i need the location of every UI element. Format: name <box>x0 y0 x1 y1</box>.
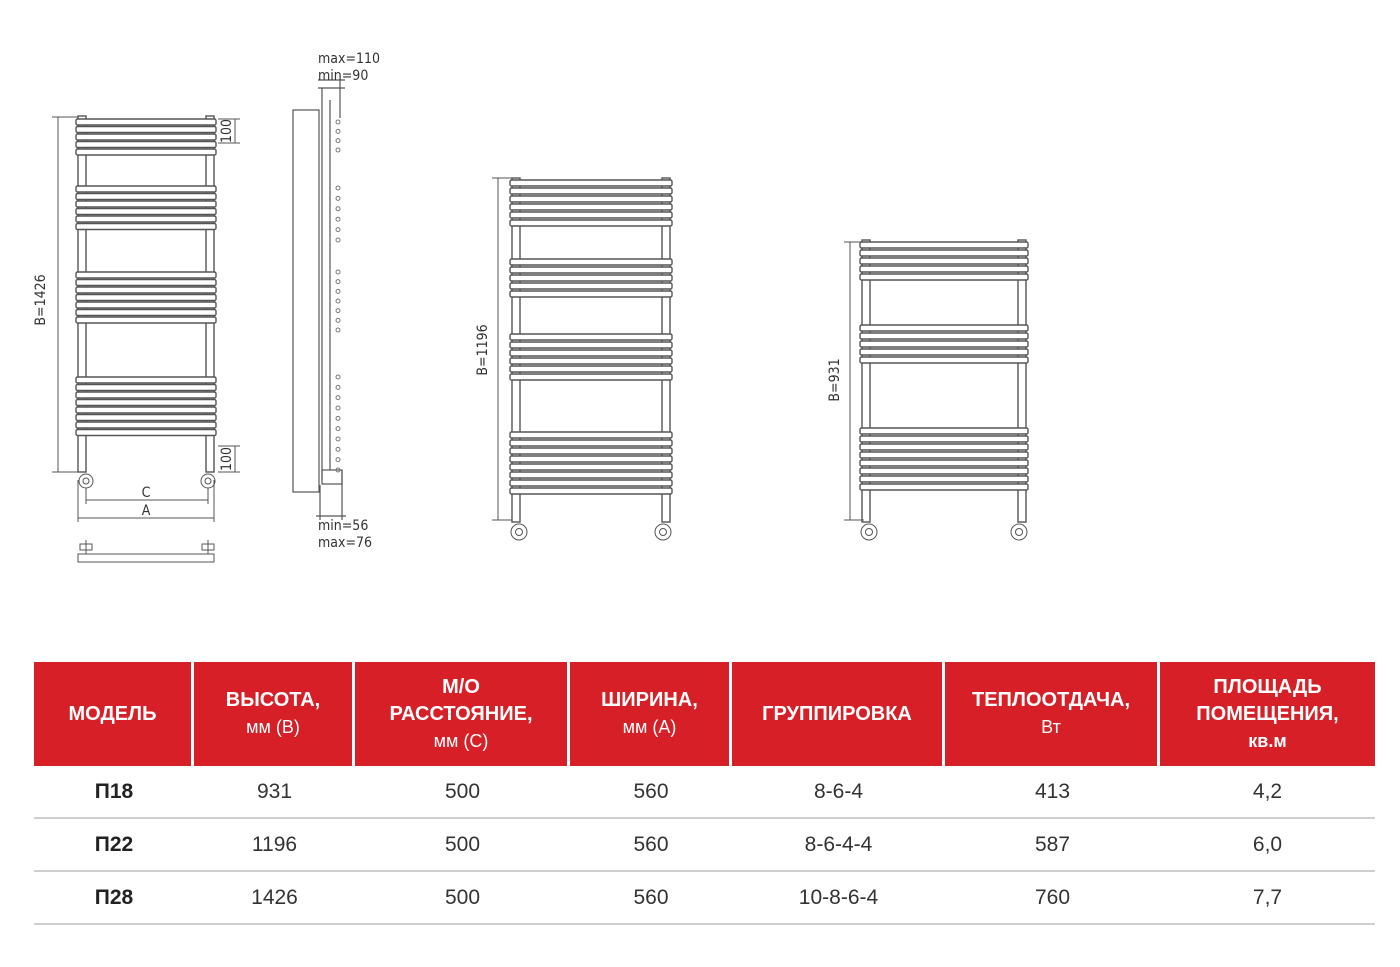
cell-heat: 587 <box>945 819 1160 872</box>
cell-area: 6,0 <box>1160 819 1375 872</box>
cell-width: 560 <box>570 766 732 819</box>
header-center-distance: М/О РАССТОЯНИЕ, мм (С) <box>355 662 570 766</box>
cell-center: 500 <box>355 819 570 872</box>
table-row <box>34 872 1375 925</box>
table-header-row <box>34 662 1375 766</box>
cell-center: 500 <box>355 872 570 925</box>
header-model: МОДЕЛЬ <box>34 662 194 766</box>
height-label-1426: B=1426 <box>33 274 49 326</box>
cell-heat: 413 <box>945 766 1160 819</box>
height-label-931: B=931 <box>827 358 843 402</box>
header-width: ШИРИНА, мм (А) <box>570 662 732 766</box>
cell-model: П18 <box>34 766 194 819</box>
min-top-label: min=90 <box>318 68 369 84</box>
header-height: ВЫСОТА, мм (В) <box>194 662 355 766</box>
cell-grouping: 10-8-6-4 <box>732 872 945 925</box>
cell-center: 500 <box>355 766 570 819</box>
front-view-1196 <box>475 178 672 540</box>
cell-grouping: 8-6-4-4 <box>732 819 945 872</box>
side-view <box>293 51 380 551</box>
dim-a-label: A <box>141 503 151 519</box>
front-view-931 <box>827 240 1028 540</box>
cell-model: П28 <box>34 872 194 925</box>
cell-height: 1196 <box>194 819 355 872</box>
cell-area: 7,7 <box>1160 872 1375 925</box>
cell-model: П22 <box>34 819 194 872</box>
cell-heat: 760 <box>945 872 1160 925</box>
cell-width: 560 <box>570 872 732 925</box>
height-label-1196: B=1196 <box>475 324 491 376</box>
dim-bottom-100: 100 <box>219 446 235 472</box>
table-row <box>34 766 1375 819</box>
cell-area: 4,2 <box>1160 766 1375 819</box>
dim-top-100: 100 <box>219 118 235 144</box>
specifications-table <box>34 662 1375 925</box>
header-heat-output: ТЕПЛООТДАЧА, Вт <box>945 662 1160 766</box>
table-row <box>34 819 1375 872</box>
cell-width: 560 <box>570 819 732 872</box>
cell-grouping: 8-6-4 <box>732 766 945 819</box>
dim-c-label: C <box>141 485 151 501</box>
cell-height: 1426 <box>194 872 355 925</box>
cell-height: 931 <box>194 766 355 819</box>
header-grouping: ГРУППИРОВКА <box>732 662 945 766</box>
front-view-1426 <box>33 116 240 562</box>
max-top-label: max=110 <box>318 51 381 67</box>
min-bottom-label: min=56 <box>318 518 369 534</box>
header-room-area: ПЛОЩАДЬ ПОМЕЩЕНИЯ, кв.м <box>1160 662 1375 766</box>
max-bottom-label: max=76 <box>318 535 373 551</box>
